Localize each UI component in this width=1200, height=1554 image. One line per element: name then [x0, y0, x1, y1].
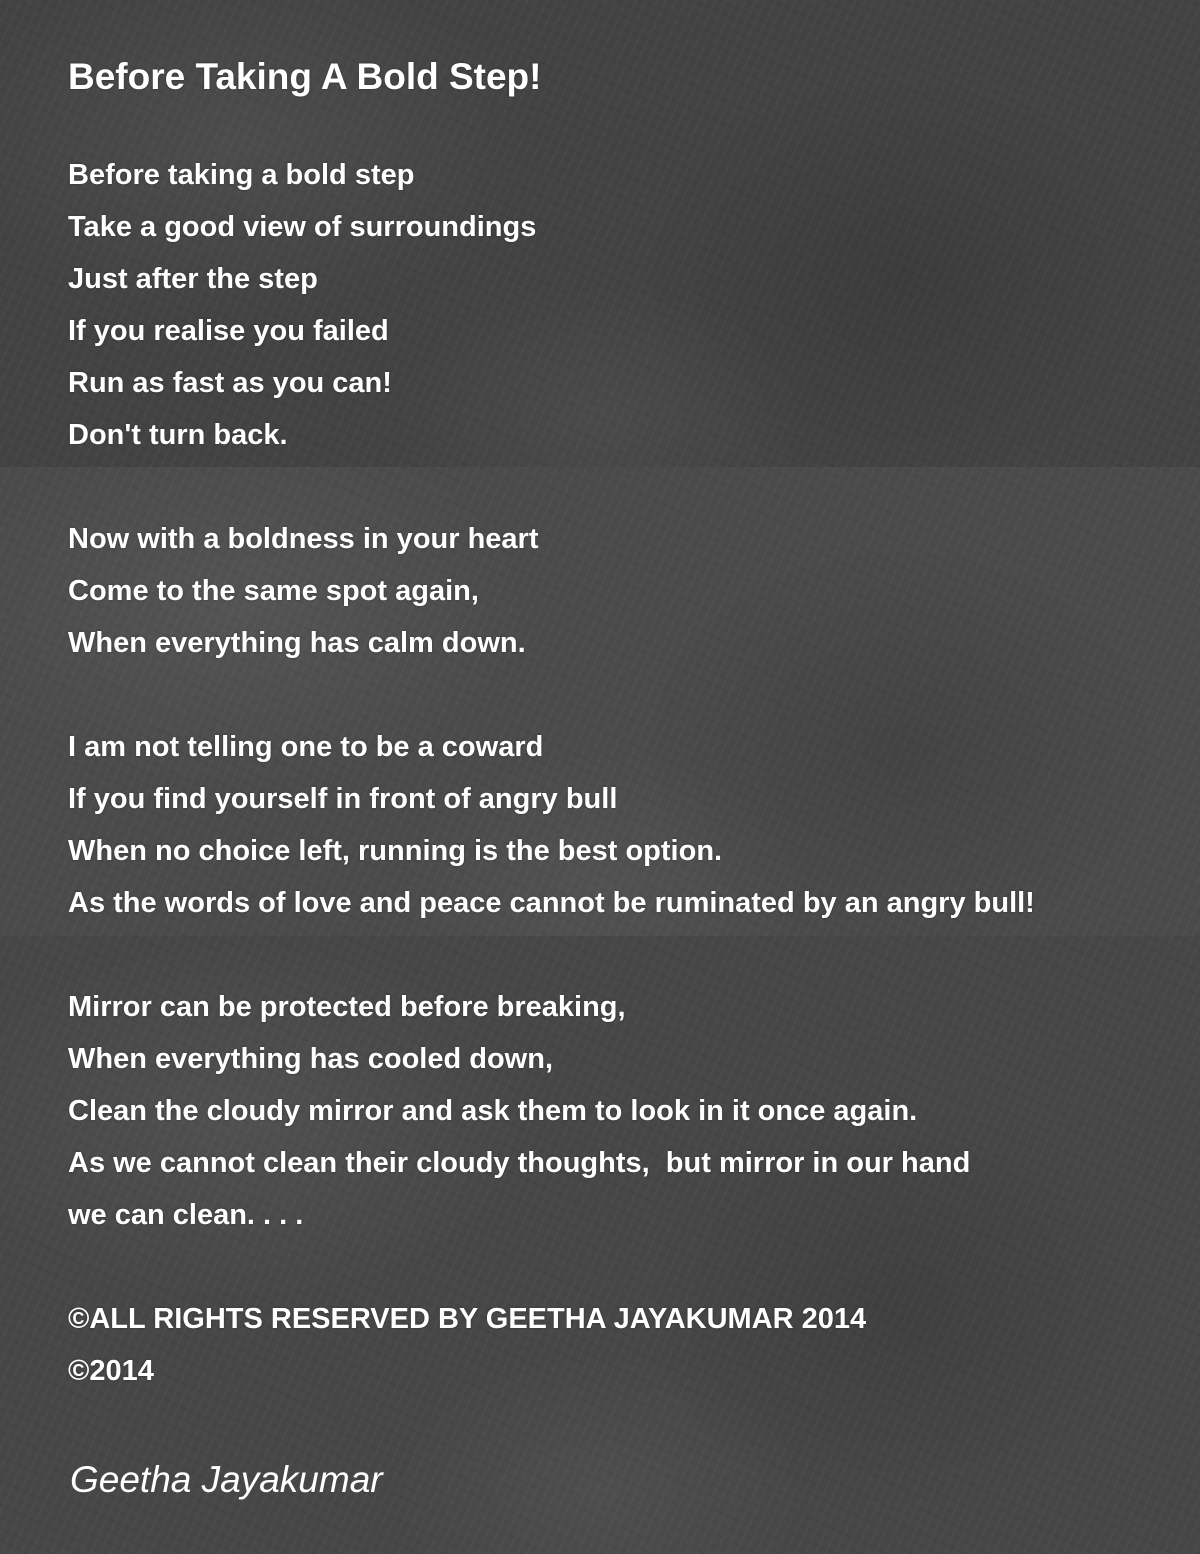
poem-line: When no choice left, running is the best option.: [68, 835, 723, 867]
poem-line: Before taking a bold step: [68, 159, 415, 191]
author-name: Geetha Jayakumar: [70, 1459, 383, 1500]
poem-line: Just after the step: [68, 263, 318, 295]
poem-line: Now with a boldness in your heart: [68, 523, 539, 555]
poem-line: Come to the same spot again,: [68, 575, 479, 607]
copyright-year: ©2014: [68, 1355, 154, 1387]
poem-line: Don't turn back.: [68, 419, 288, 451]
poem-line: I am not telling one to be a coward: [68, 731, 544, 763]
poem-line: As the words of love and peace cannot be ruminated by an angry bull!: [68, 887, 1035, 919]
poem-line: we can clean. . . .: [68, 1199, 304, 1231]
poem-line: Clean the cloudy mirror and ask them to look in it once again.: [68, 1095, 918, 1127]
poem-line: If you realise you failed: [68, 315, 389, 347]
poem-line: As we cannot clean their cloudy thoughts, but mirror in our hand: [68, 1147, 971, 1179]
poem-line: Run as fast as you can!: [68, 367, 392, 399]
poem-line: Take a good view of surroundings: [68, 211, 537, 243]
poem-line: Mirror can be protected before breaking,: [68, 991, 626, 1023]
copyright-notice: ©ALL RIGHTS RESERVED BY GEETHA JAYAKUMAR 2014: [68, 1303, 867, 1335]
poem-line: When everything has calm down.: [68, 627, 526, 659]
poem-title: Before Taking A Bold Step!: [68, 56, 542, 97]
poem-line: If you find yourself in front of angry bull: [68, 783, 618, 815]
poem-line: When everything has cooled down,: [68, 1043, 553, 1075]
